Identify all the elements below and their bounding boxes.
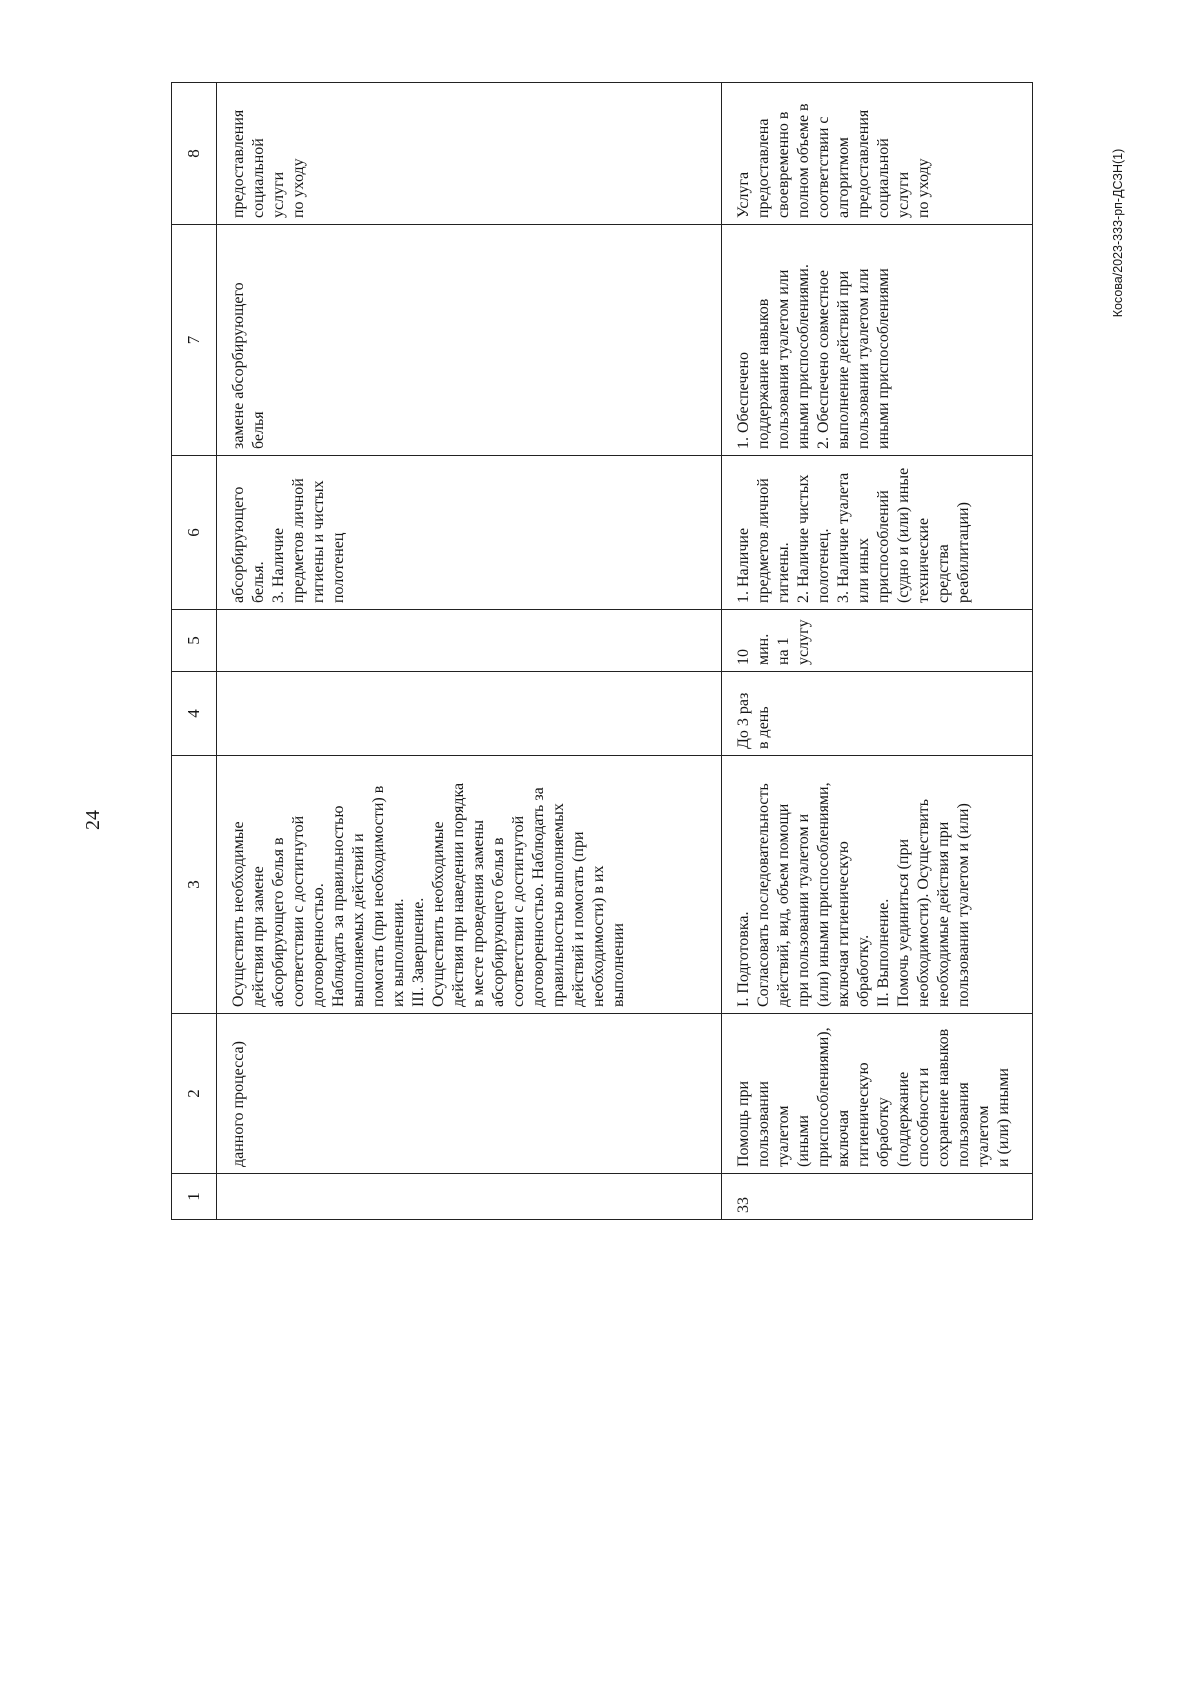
cell-duration xyxy=(217,610,722,672)
header-col-8: 8 xyxy=(172,83,217,225)
header-col-6: 6 xyxy=(172,456,217,610)
header-col-5: 5 xyxy=(172,610,217,672)
cell-results: замене абсорбирующего белья xyxy=(217,225,722,456)
service-table-rotated xyxy=(171,83,1033,1220)
header-col-7: 7 xyxy=(172,225,217,456)
service-table xyxy=(171,82,1033,1220)
cell-conditions: абсорбирующего белья. 3. Наличие предметов личной гигиены и чистых полотенец xyxy=(217,456,722,610)
header-col-3: 3 xyxy=(172,756,217,1014)
header-col-2: 2 xyxy=(172,1014,217,1174)
document-footer-code: Косова/2023-333-рп-ДСЗН(1) xyxy=(1111,148,1125,318)
cell-frequency: До 3 раз в день xyxy=(722,672,1033,756)
header-col-1: 1 xyxy=(172,1174,217,1220)
cell-evaluation: Услуга предоставлена своевременно в полном объеме в соответствии с алгоритмом предоставления социальной услуги по уходу xyxy=(722,83,1033,225)
cell-service-name: Помощь при пользовании туалетом (иными приспособлениями), включая гигиеническую обработку (поддержание способности и сохранение навыков пользования туалетом и (или) иными xyxy=(722,1014,1033,1174)
cell-evaluation: предоставления социальной услуги по уходу xyxy=(217,83,722,225)
cell-description: I. Подготовка. Согласовать последовательность действий, вид, объем помощи при пользовании туалетом и (или) иными приспособлениями, включая гигиеническую обработку. II. Выполнение. Помочь уединиться (при необходимости). Осуществить необходимые действия при пользовании туалетом и (или) xyxy=(722,756,1033,1014)
header-col-4: 4 xyxy=(172,672,217,756)
cell-description: Осуществить необходимые действия при замене абсорбирующего белья в соответствии с достигнутой договоренностью. Наблюдать за правильностью выполняемых действий и помогать (при необходимости) в их выполнении. III. Завершение. Осуществить необходимые действия при наведении порядка в месте проведения замены абсорбирующего белья в соответствии с достигнутой договоренностью. Наблюдать за правильностью выполняемых действий и помогать (при необходимости) в их выполнении xyxy=(217,756,722,1014)
service-table-wrapper xyxy=(171,83,1200,1213)
cell-frequency xyxy=(217,672,722,756)
cell-results: 1. Обеспечено поддержание навыков пользования туалетом или иными приспособлениями. 2. Обеспечено совместное выполнение действий при пользовании туалетом или иными приспособлениями xyxy=(722,225,1033,456)
table-row xyxy=(722,83,1033,1220)
cell-number xyxy=(217,1174,722,1220)
cell-number: 33 xyxy=(722,1174,1033,1220)
table-header-row xyxy=(172,83,217,1220)
cell-conditions: 1. Наличие предметов личной гигиены. 2. Наличие чистых полотенец. 3. Наличие туалета или иных приспособлений (судно и (или) иные технические средства реабилитации) xyxy=(722,456,1033,610)
table-row xyxy=(217,83,722,1220)
page-number: 24 xyxy=(82,810,104,830)
cell-duration: 10 мин. на 1 услугу xyxy=(722,610,1033,672)
cell-service-name: данного процесса) xyxy=(217,1014,722,1174)
